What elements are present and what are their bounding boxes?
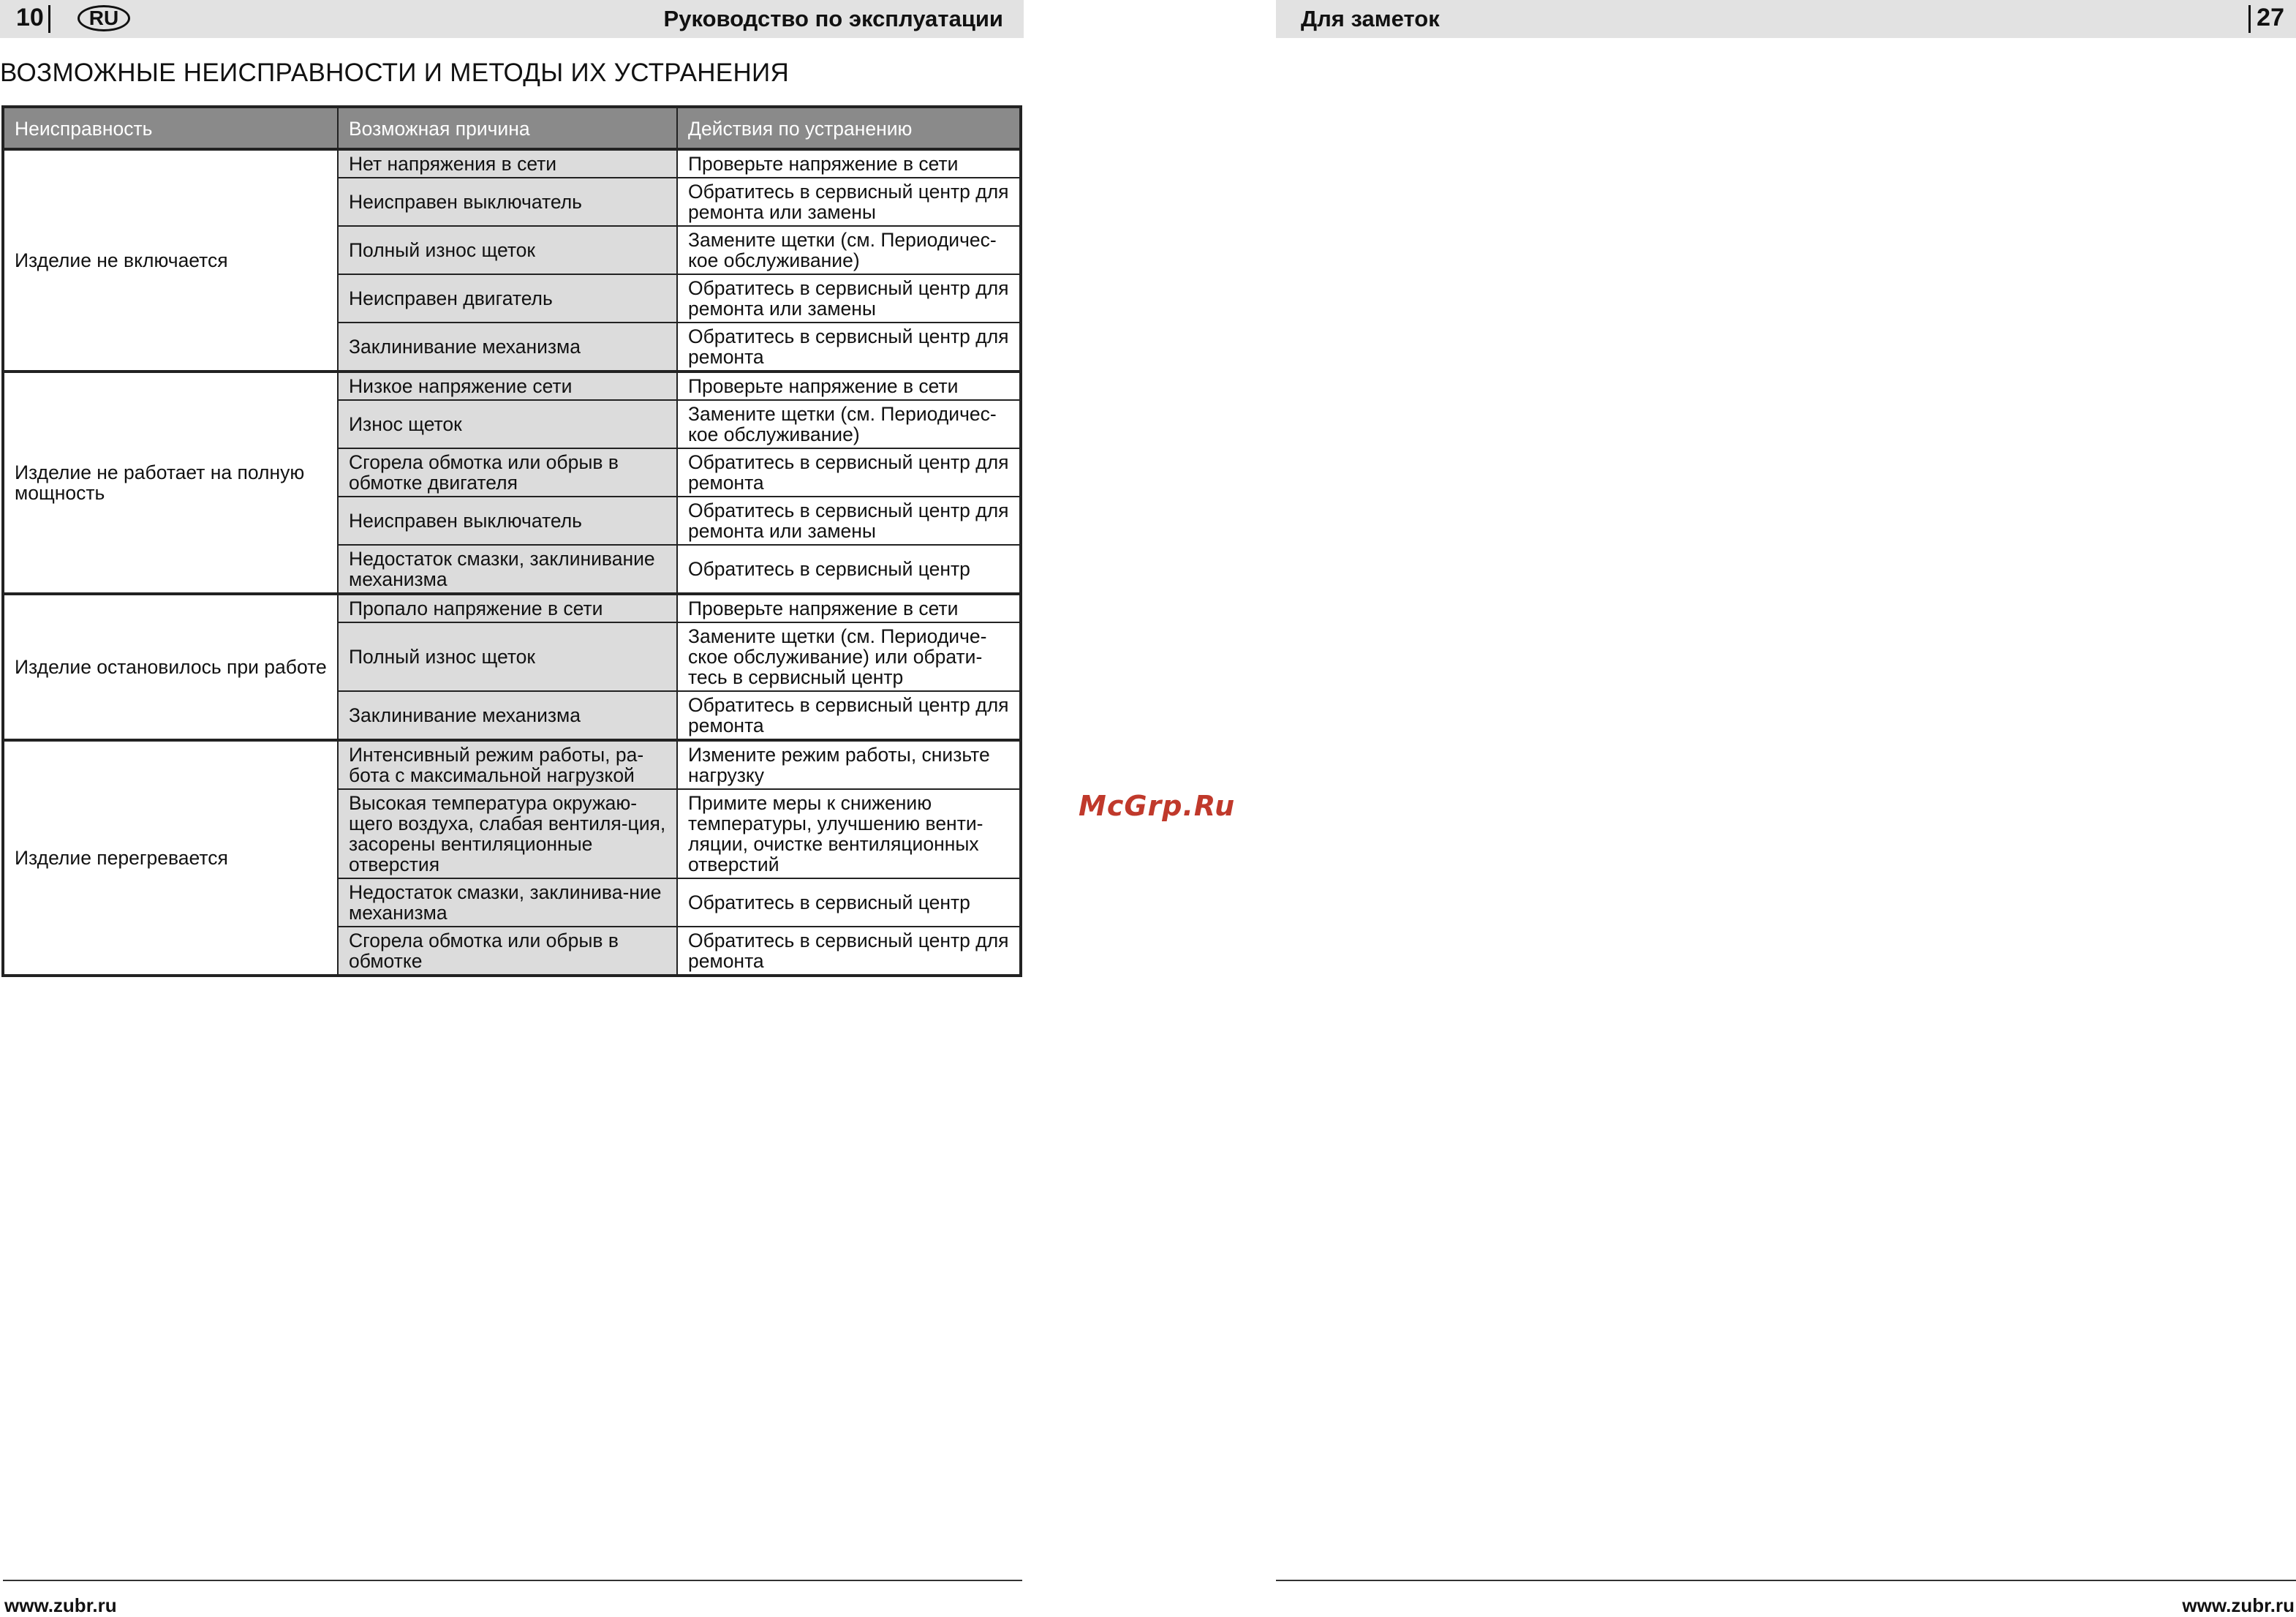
table-row: [3, 149, 1021, 178]
cause-cell: Неисправен выключатель: [338, 178, 677, 226]
left-page: [0, 0, 1024, 1616]
action-cell: Замените щетки (см. Периодичес-кое обслуживание): [677, 400, 1021, 448]
cause-cell: Полный износ щеток: [338, 226, 677, 274]
fault-cell: Изделие остановилось при работе: [3, 594, 338, 740]
fault-cell: Изделие перегревается: [3, 740, 338, 976]
action-cell: Обратитесь в сервисный центр для ремонта: [677, 323, 1021, 372]
footer-url[interactable]: www.zubr.ru: [2182, 1594, 2295, 1616]
cause-cell: Интенсивный режим работы, ра-бота с максимальной нагрузкой: [338, 740, 677, 789]
action-cell: Проверьте напряжение в сети: [677, 594, 1021, 622]
table-row: [3, 372, 1021, 400]
header-separator: [2248, 5, 2251, 33]
right-page: [1276, 0, 2296, 1616]
right-header-bar: [1276, 0, 2296, 38]
column-header-fault: Неисправность: [3, 107, 338, 149]
footer-rule: [3, 1580, 1022, 1581]
action-cell: Замените щетки (см. Периодичес-кое обслуживание): [677, 226, 1021, 274]
header-separator: [48, 5, 50, 33]
table-body: [3, 149, 1021, 976]
troubleshooting-table: [1, 105, 1022, 977]
column-header-action: Действия по устранению: [677, 107, 1021, 149]
column-header-cause: Возможная причина: [338, 107, 677, 149]
footer-url[interactable]: www.zubr.ru: [4, 1594, 117, 1616]
action-cell: Измените режим работы, снизьте нагрузку: [677, 740, 1021, 789]
table-header-row: [3, 107, 1021, 149]
action-cell: Обратитесь в сервисный центр для ремонта или замены: [677, 497, 1021, 545]
page-number: 27: [2257, 4, 2284, 31]
cause-cell: Износ щеток: [338, 400, 677, 448]
cause-cell: Неисправен выключатель: [338, 497, 677, 545]
action-cell: Обратитесь в сервисный центр для ремонта: [677, 448, 1021, 497]
cause-cell: Низкое напряжение сети: [338, 372, 677, 400]
header-title: Руководство по эксплуатации: [663, 6, 1003, 31]
cause-cell: Пропало напряжение в сети: [338, 594, 677, 622]
fault-cell: Изделие не работает на полную мощность: [3, 372, 338, 594]
action-cell: Обратитесь в сервисный центр для ремонта или замены: [677, 178, 1021, 226]
language-badge: RU: [78, 5, 130, 31]
action-cell: Проверьте напряжение в сети: [677, 372, 1021, 400]
left-header-bar: [0, 0, 1024, 38]
action-cell: Обратитесь в сервисный центр: [677, 878, 1021, 927]
fault-cell: Изделие не включается: [3, 149, 338, 372]
page-number: 10: [16, 4, 44, 31]
header-title: Для заметок: [1301, 6, 1440, 31]
cause-cell: Сгорела обмотка или обрыв в обмотке: [338, 927, 677, 976]
action-cell: Обратитесь в сервисный центр для ремонта или замены: [677, 274, 1021, 323]
action-cell: Проверьте напряжение в сети: [677, 149, 1021, 178]
cause-cell: Нет напряжения в сети: [338, 149, 677, 178]
action-cell: Примите меры к снижению температуры, улучшению венти-ляции, очистке вентиляционных отверстий: [677, 789, 1021, 878]
section-title: ВОЗМОЖНЫЕ НЕИСПРАВНОСТИ И МЕТОДЫ ИХ УСТРАНЕНИЯ: [0, 59, 790, 87]
action-cell: Замените щетки (см. Периодиче-ское обслуживание) или обрати-тесь в сервисный центр: [677, 622, 1021, 691]
cause-cell: Недостаток смазки, заклинива-ние механизма: [338, 878, 677, 927]
table-row: [3, 740, 1021, 789]
table-row: [3, 594, 1021, 622]
cause-cell: Сгорела обмотка или обрыв в обмотке двигателя: [338, 448, 677, 497]
action-cell: Обратитесь в сервисный центр для ремонта: [677, 691, 1021, 740]
cause-cell: Заклинивание механизма: [338, 323, 677, 372]
action-cell: Обратитесь в сервисный центр: [677, 545, 1021, 594]
cause-cell: Заклинивание механизма: [338, 691, 677, 740]
cause-cell: Полный износ щеток: [338, 622, 677, 691]
cause-cell: Неисправен двигатель: [338, 274, 677, 323]
watermark: McGrp.Ru: [1079, 790, 1236, 822]
action-cell: Обратитесь в сервисный центр для ремонта: [677, 927, 1021, 976]
footer-rule: [1276, 1580, 2296, 1581]
cause-cell: Высокая температура окружаю-щего воздуха, слабая вентиля-ция, засорены вентиляционные отверстия: [338, 789, 677, 878]
cause-cell: Недостаток смазки, заклинивание механизма: [338, 545, 677, 594]
